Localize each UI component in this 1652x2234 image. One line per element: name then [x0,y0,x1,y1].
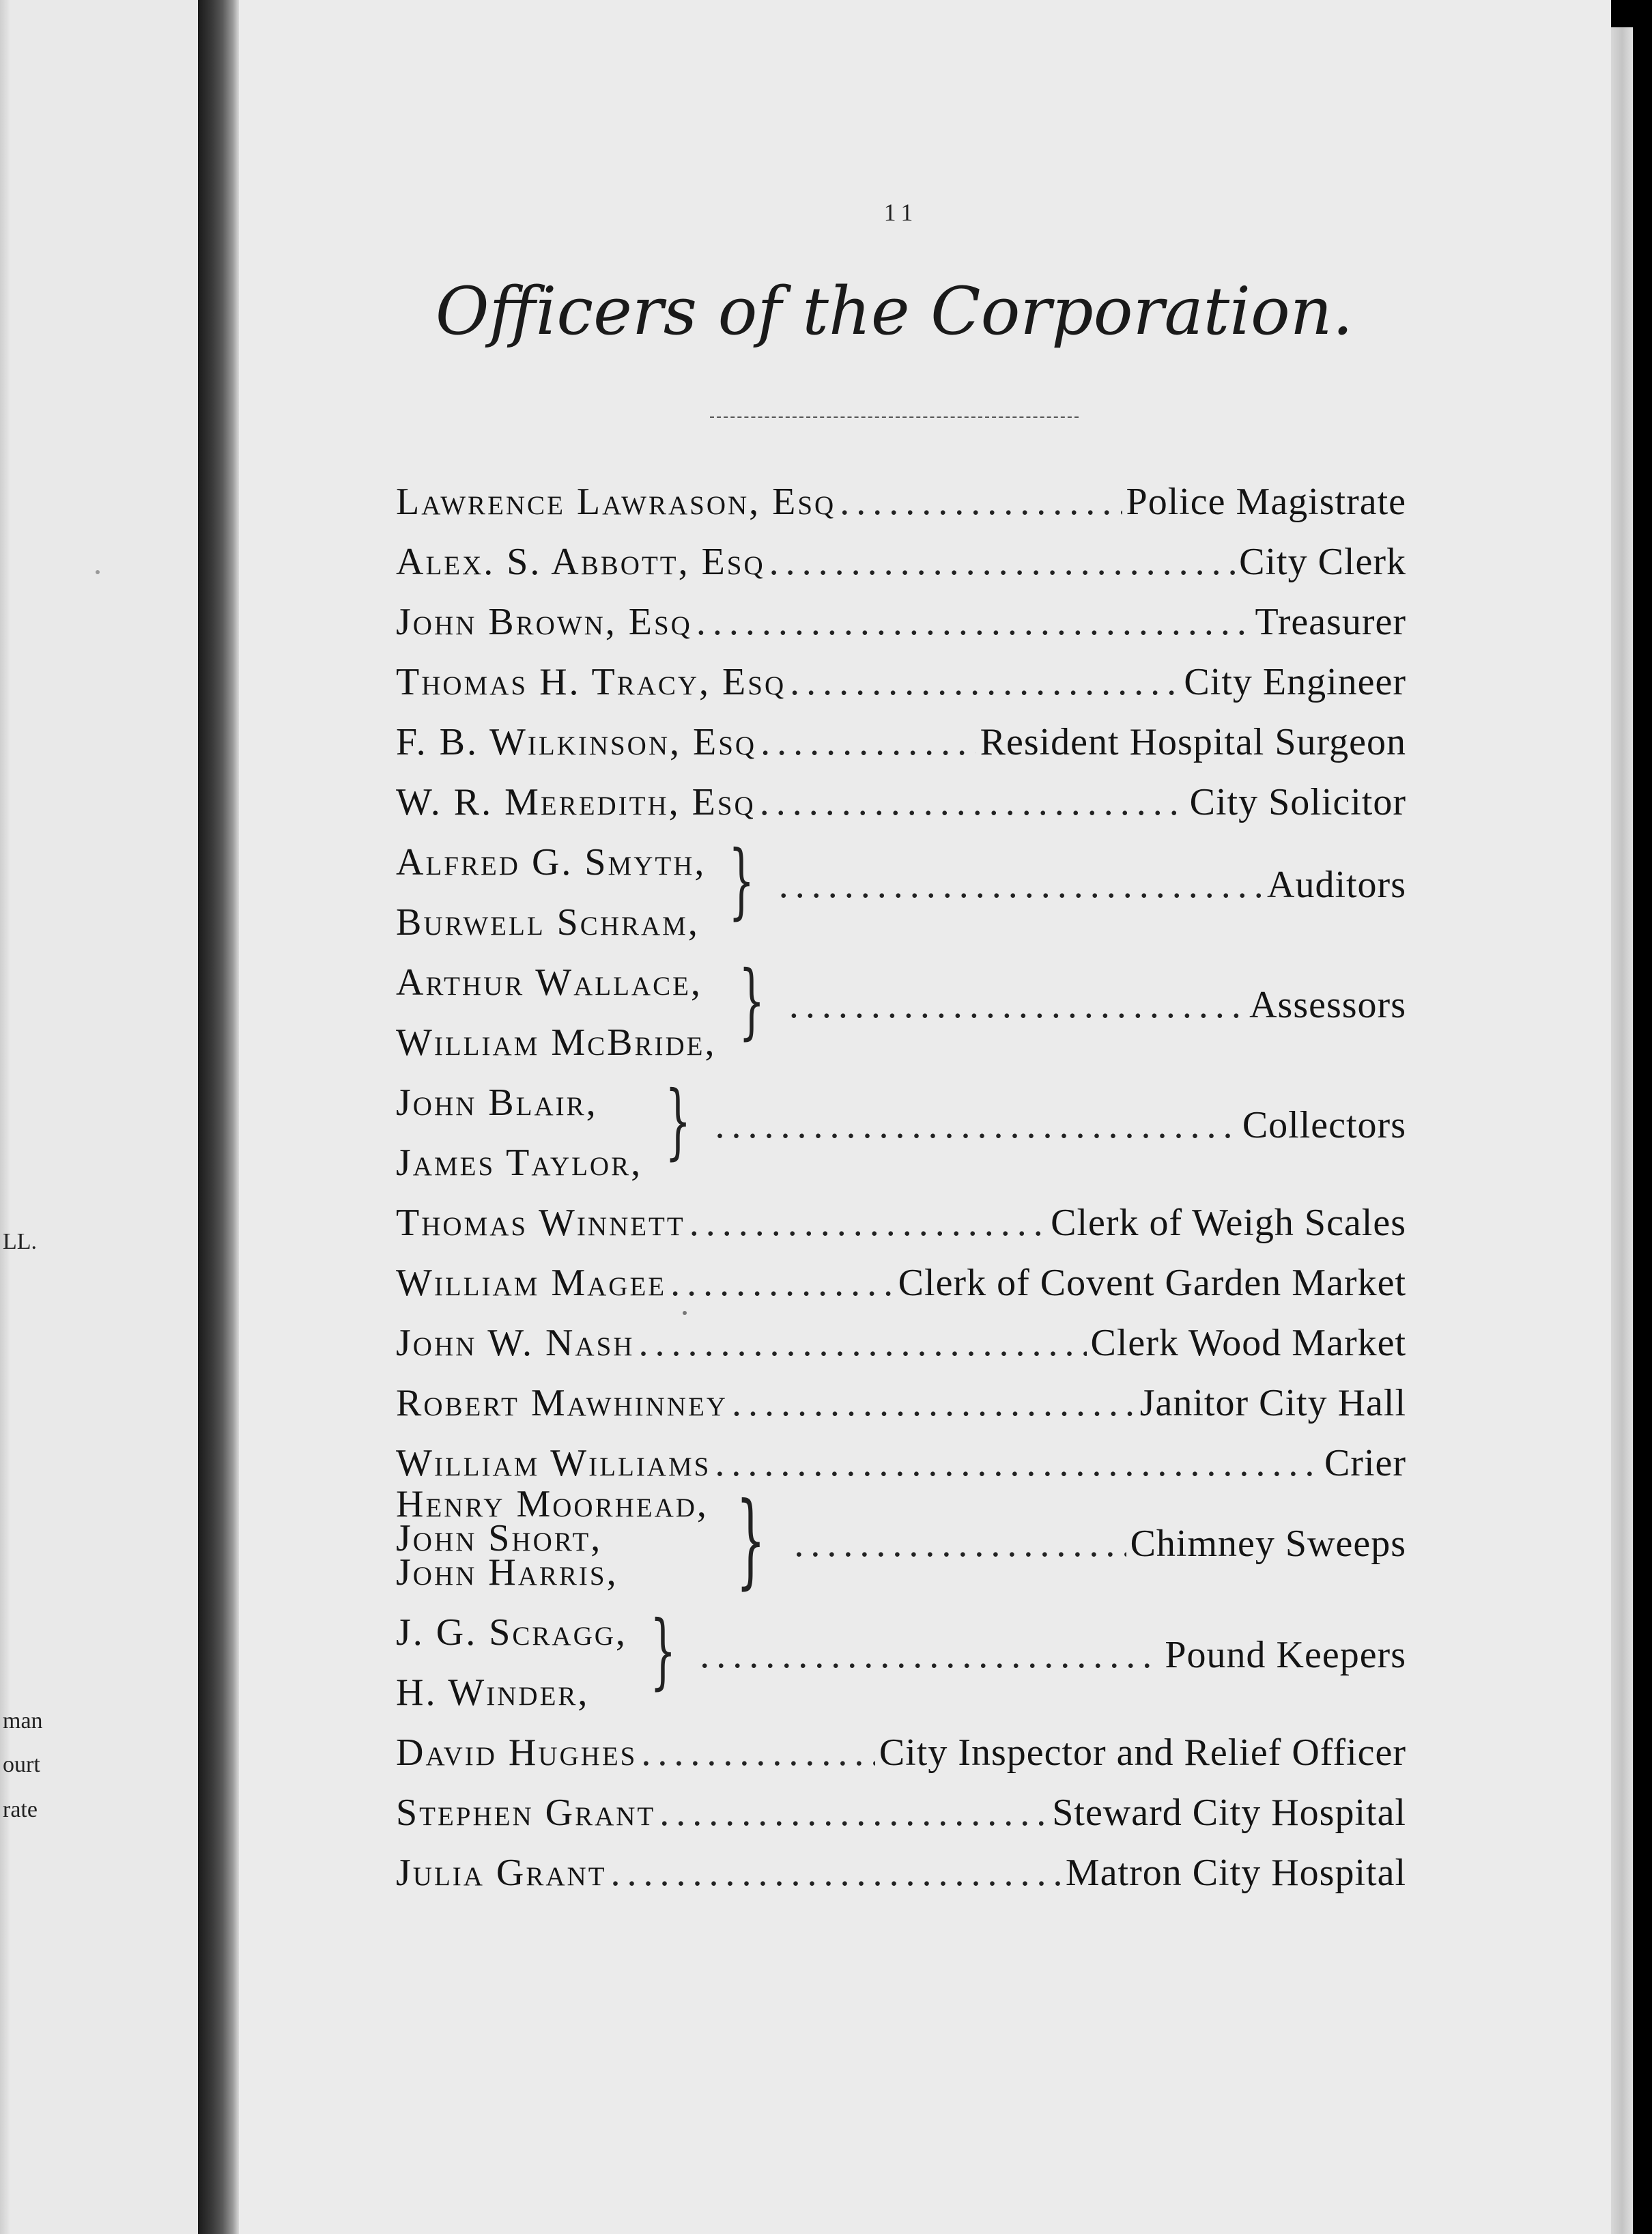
officer-name: John W. Nash [396,1322,635,1364]
officer-name: J. G. Scragg, [396,1611,627,1654]
leader-dots [638,1324,1086,1362]
officer-name: Robert Mawhinney [396,1382,728,1424]
brace-icon: } [728,834,755,929]
officer-office: Janitor City Hall [1139,1382,1406,1424]
officer-name: John Blair, [396,1081,598,1124]
officer-name: John Harris, [396,1551,618,1594]
paper-speck [96,570,100,574]
officer-office: Clerk Wood Market [1090,1322,1406,1364]
officer-office: Clerk of Covent Garden Market [898,1262,1406,1304]
page-edge [1611,27,1633,2234]
officer-name: Lawrence Lawrason, Esq [396,481,836,523]
leader-dots [659,1794,1048,1832]
officer-row [396,1712,1406,1772]
left-page-fragment: ourt [3,1752,40,1777]
officer-name: John Short, [396,1517,603,1559]
leader-dots [769,543,1235,581]
officer-office: Auditors [1267,864,1406,906]
pound-keepers-group [396,1592,1406,1712]
officer-office: Police Magistrate [1126,481,1406,523]
auditors-group [396,821,1406,942]
officer-office: City Engineer [1184,661,1406,703]
officer-row [396,1772,1406,1832]
leader-dots [689,1204,1046,1242]
officer-row [396,1422,1406,1482]
chimney-sweeps-group [396,1481,1406,1600]
officer-row [396,761,1406,821]
officer-name: H. Winder, [396,1671,590,1714]
officer-office: Crier [1324,1442,1406,1484]
brace-icon: } [649,1604,677,1699]
title-divider [710,416,1079,418]
officer-row [396,461,1406,521]
officer-row [396,1832,1406,1892]
brace-icon: } [739,954,765,1049]
leader-dots [790,663,1180,701]
officer-name: James Taylor, [396,1142,643,1184]
officer-office: Matron City Hospital [1065,1852,1406,1894]
leader-dots [760,723,976,761]
leader-dots [840,483,1122,521]
assessors-group [396,942,1406,1062]
officer-name: Henry Moorhead, [396,1483,709,1525]
page-number: 11 [883,199,919,226]
officer-office: City Inspector and Relief Officer [879,1731,1406,1774]
officer-office: Resident Hospital Surgeon [980,721,1406,763]
officer-office: Collectors [1242,1104,1406,1146]
officer-name: William Williams [396,1442,711,1484]
leader-dots [715,1444,1320,1482]
officer-office: City Clerk [1239,541,1406,583]
officer-office: Clerk of Weigh Scales [1051,1202,1406,1244]
left-page-fragment: LL. [3,1229,38,1254]
leader-dots [670,1264,894,1302]
officer-name: Alex. S. Abbott, Esq [396,541,765,583]
brace-icon: } [665,1074,692,1169]
officer-name: William Magee [396,1262,667,1304]
officer-name: John Brown, Esq [396,601,692,643]
group-names [396,821,706,942]
officer-office: City Solicitor [1189,781,1406,823]
officer-name: Thomas Winnett [396,1202,685,1244]
officer-name: Thomas H. Tracy, Esq [396,661,786,703]
officer-row [396,1242,1406,1302]
officer-name: W. R. Meredith, Esq [396,781,756,823]
officer-name: F. B. Wilkinson, Esq [396,721,757,763]
left-page-fragment: rate [3,1797,38,1822]
officer-row [396,641,1406,701]
leader-dots [760,783,1186,821]
group-names [396,1062,642,1182]
officer-name: Arthur Wallace, [396,961,702,1004]
previous-page [0,0,198,2234]
leader-dots [732,1384,1136,1422]
leader-dots [611,1854,1062,1892]
leader-dots [715,1106,1238,1144]
officer-row [396,521,1406,581]
officer-name: Stephen Grant [396,1792,656,1834]
book-gutter [198,0,239,2234]
leader-dots [641,1734,875,1772]
group-names [396,1592,627,1712]
officer-office: Steward City Hospital [1052,1792,1406,1834]
collectors-group [396,1062,1406,1182]
officer-office: Chimney Sweeps [1130,1523,1406,1565]
officer-name: Julia Grant [396,1852,607,1894]
officer-office: Assessors [1249,984,1406,1026]
officer-name: Burwell Schram, [396,901,700,944]
group-names [396,1483,709,1594]
officer-name: David Hughes [396,1731,638,1774]
leader-dots [789,986,1245,1024]
leader-dots [794,1525,1126,1563]
officer-office: Treasurer [1255,601,1406,643]
officer-row [396,1182,1406,1242]
officer-office: Pound Keepers [1165,1634,1406,1676]
officer-row [396,701,1406,761]
leader-dots [700,1636,1160,1674]
left-page-edge [0,0,10,2234]
officer-row [396,1302,1406,1362]
leader-dots [779,866,1263,904]
brace-icon: } [736,1481,766,1600]
page-title: Officers of the Corporation. [435,273,1354,350]
officer-row [396,1362,1406,1422]
officer-name: Alfred G. Smyth, [396,841,707,883]
officer-roster [396,461,1406,1892]
officer-row [396,581,1406,641]
left-page-fragment: man [3,1708,43,1734]
leader-dots [696,603,1251,641]
officer-name: William McBride, [396,1021,717,1064]
group-names [396,942,716,1062]
